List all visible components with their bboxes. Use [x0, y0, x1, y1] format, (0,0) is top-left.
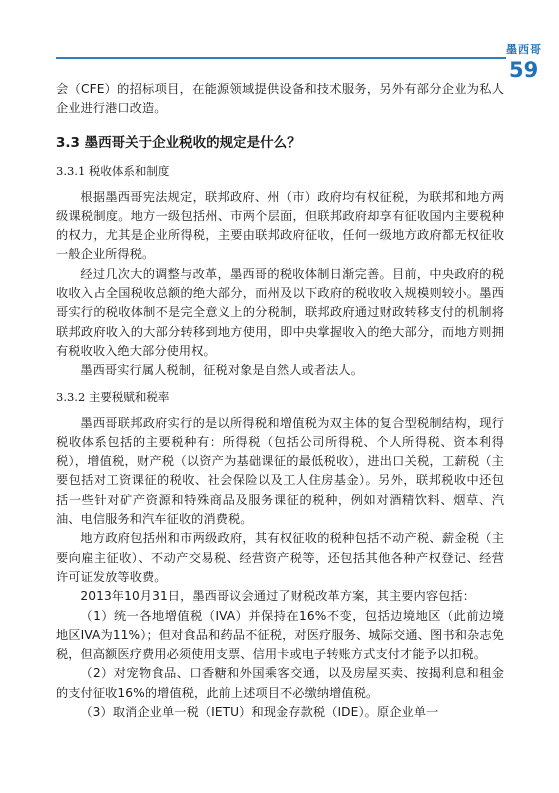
continued-paragraph: 会（CFE）的招标项目，在能源领域提供设备和技术服务，另外有部分企业为私人企业进行港口改造。 — [56, 82, 504, 116]
section-heading: 3.3 墨西哥关于企业税收的规定是什么？ — [56, 134, 301, 151]
page-number: 59 — [509, 58, 539, 82]
header-rule — [56, 57, 506, 59]
paragraph: 经过几次大的调整与改革，墨西哥的税收体制日渐完善。目前，中央政府的税收收入占全国税收总额的绝大部分，而州及以下政府的税收收入规模则较小。墨西哥实行的税收体制不是完全意义上的分税制，联邦政府通过财政转移支付的机制将联邦政府收入的大部分转移到地方使用，即中央掌握收入的绝大部分，而地方则拥有税收收入绝大部分使用权。 — [56, 266, 504, 358]
paragraph: 根据墨西哥宪法规定，联邦政府、州（市）政府均有权征税，为联邦和地方两级课税制度。地方一级包括州、市两个层面，但联邦政府却享有征收国内主要税种的权力，尤其是企业所得税，主要由联邦政府征收，任何一级地方政府都无权征收一般企业所得税。 — [56, 189, 504, 262]
list-item: （2）对宠物食品、口香糖和外国乘客交通，以及房屋买卖、按揭利息和租金的支付征收16%的增值税，此前上述项目不必缴纳增值税。 — [56, 666, 504, 700]
list-item: （3）取消企业单一税（IETU）和现金存款税（IDE）。原企业单一 — [80, 705, 439, 720]
subsection-heading-main-taxes: 3.3.2 主要税赋和税率 — [56, 389, 170, 404]
running-header-label: 墨西哥 — [506, 43, 542, 56]
subsection-heading-tax-system: 3.3.1 税收体系和制度 — [56, 163, 170, 178]
paragraph: 2013年10月31日，墨西哥议会通过了财税改革方案，其主要内容包括： — [80, 589, 475, 604]
page-body — [56, 80, 504, 722]
paragraph: 墨西哥实行属人税制，征税对象是自然人或者法人。 — [80, 363, 364, 378]
paragraph: 墨西哥联邦政府实行的是以所得税和增值税为双主体的复合型税制结构，现行税收体系包括的主要税种有：所得税（包括公司所得税、个人所得税、资本利得税），增值税，财产税（以资产为基础课征的最低税收），进出口关税，工薪税（主要包括对工资课征的税收、社会保险以及工人住房基金）。另外，联邦税收中还包括一些针对矿产资源和特殊商品及服务课征的税种，例如对酒精饮料、烟草、汽油、电信服务和汽车征收的消费税。 — [56, 415, 504, 527]
paragraph: 地方政府包括州和市两级政府，其有权征收的税种包括不动产税、薪金税（主要向雇主征收）、不动产交易税、经营资产税等，还包括其他各种产权登记、经营许可证发放等收费。 — [56, 531, 504, 584]
list-item: （1）统一各地增值税（IVA）并保持在16%不变，包括边境地区（此前边境地区IVA为11%）；但对食品和药品不征税，对医疗服务、城际交通、图书和杂志免税，但高额医疗费用必须使用支票、信用卡或电子转账方式支付才能予以扣税。 — [56, 608, 504, 662]
